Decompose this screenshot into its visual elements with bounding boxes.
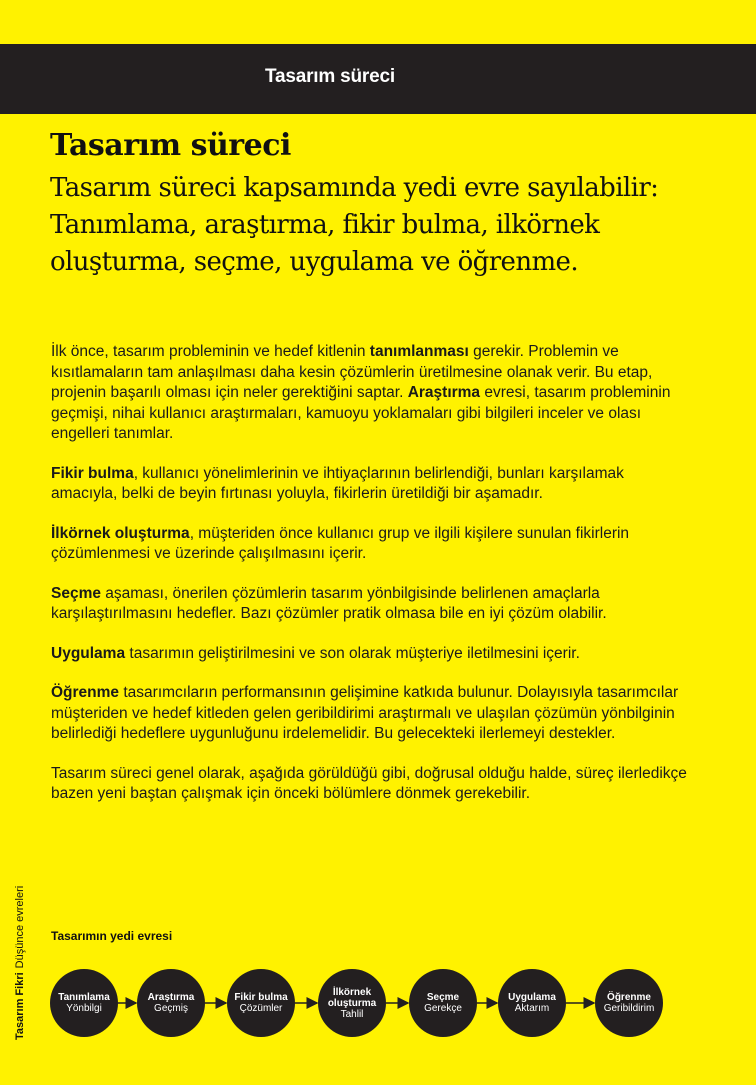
stage-circle	[498, 969, 566, 1037]
stage-name: Tanımlama	[58, 992, 110, 1003]
text-run: evresi, tasarım probleminin geçmişi, nihai kullanıcı araştırmaları, kamuoyu yoklamaları gibi bilgileri inceler ve olası engelleri tanımlar.	[51, 384, 671, 442]
paragraph	[51, 342, 691, 445]
page-title: Tasarım süreci	[50, 128, 291, 163]
top-margin	[0, 0, 756, 44]
text-run: , kullanıcı yönelimlerinin ve ihtiyaçlarının belirlendiği, bunları karşılamak amacıyla, belki de beyin fırtınası yoluyla, fikirlerin üretildiği bir aşamadır.	[51, 464, 624, 502]
text-run: gerekir. Problemin ve kısıtlamaların tam anlaşılması daha kesin çözümlerin üretilmesine olanak verir. Bu etap, projenin başarılı olması için neler gerektiğini saptar.	[51, 343, 653, 401]
stage-circle	[137, 969, 205, 1037]
bold-term: Seçme	[51, 584, 101, 602]
paragraph	[51, 683, 691, 745]
paragraph	[51, 764, 691, 805]
stage-circle	[595, 969, 663, 1037]
bold-term: Fikir bulma	[51, 464, 134, 482]
text-run: tasarımın geliştirilmesini ve son olarak müşteriye iletilmesini içerir.	[125, 644, 580, 662]
stage-sub: Geçmiş	[154, 1003, 188, 1014]
header-title: Tasarım süreci	[265, 66, 395, 87]
paragraph	[51, 464, 691, 505]
stage-name: Seçme	[426, 992, 460, 1003]
stage-sub: Aktarım	[514, 1003, 550, 1014]
side-label-book: Tasarım Fikri	[14, 972, 26, 1040]
stage-name: Araştırma	[147, 992, 195, 1003]
stage-name: Uygulama	[508, 992, 556, 1003]
paragraph	[51, 644, 691, 665]
text-run: Tasarım süreci genel olarak, aşağıda görüldüğü gibi, doğrusal olduğu halde, süreç ilerledikçe bazen yeni baştan çalışmak için önceki bölümlere dönmek gerekebilir.	[51, 764, 687, 802]
bold-term: tanımlanması	[369, 343, 469, 360]
paragraph	[51, 584, 691, 625]
stage-name: Öğrenme	[607, 992, 651, 1003]
stage-sub: Yönbilgi	[66, 1003, 102, 1014]
side-label	[14, 886, 26, 1040]
paragraph	[51, 524, 691, 565]
bold-term: Araştırma	[407, 384, 481, 401]
stage-name: İlkörnek oluşturma	[327, 986, 377, 1009]
stage-circle	[50, 969, 118, 1037]
stage-sub: Tahlil	[340, 1008, 364, 1020]
stage-circle	[409, 969, 477, 1037]
text-run: tasarımcıların performansının gelişimine katkıda bulunur. Dolayısıyla tasarımcılar müşteriden ve hedef kitleden gelen geribildirimi araştırmalı ve ulaşılan çözümün yönbilginin belirlediği hedeflere uygunluğunu irdelemelidir. Bu gelecekteki ilerlemeyi destekler.	[51, 684, 679, 742]
text-run: aşaması, önerilen çözümlerin tasarım yönbilgisinde belirlenen amaçlarla karşılaştırılmasını hedefler. Bazı çözümler pratik olmasa bile en iyi çözüm olabilir.	[51, 584, 607, 622]
stage-circle	[318, 969, 386, 1037]
stage-sub: Gerekçe	[424, 1003, 462, 1014]
text-run: İlk önce, tasarım probleminin ve hedef kitlenin	[51, 343, 370, 360]
subtitle: Tasarım süreci kapsamında yedi evre sayılabilir: Tanımlama, araştırma, fikir bulma, ilkörnek oluşturma, seçme, uygulama ve öğrenme.	[50, 173, 659, 277]
stage-sub: Çözümler	[239, 1003, 283, 1014]
stage-name: Fikir bulma	[234, 992, 288, 1003]
bold-term: İlkörnek oluşturma	[51, 524, 190, 542]
stage-circle	[227, 969, 295, 1037]
text-run: , müşteriden önce kullanıcı grup ve ilgili kişilere sunulan fikirlerin çözümlenmesi ve üzerinde çalışılmasını içerir.	[51, 524, 630, 562]
stage-sub: Geribildirim	[603, 1003, 655, 1014]
diagram-title: Tasarımın yedi evresi	[51, 929, 173, 943]
bold-term: Uygulama	[51, 644, 126, 662]
side-label-chapter: Düşünce evreleri	[14, 885, 26, 969]
body-text	[51, 342, 691, 824]
bold-term: Öğrenme	[51, 684, 120, 701]
